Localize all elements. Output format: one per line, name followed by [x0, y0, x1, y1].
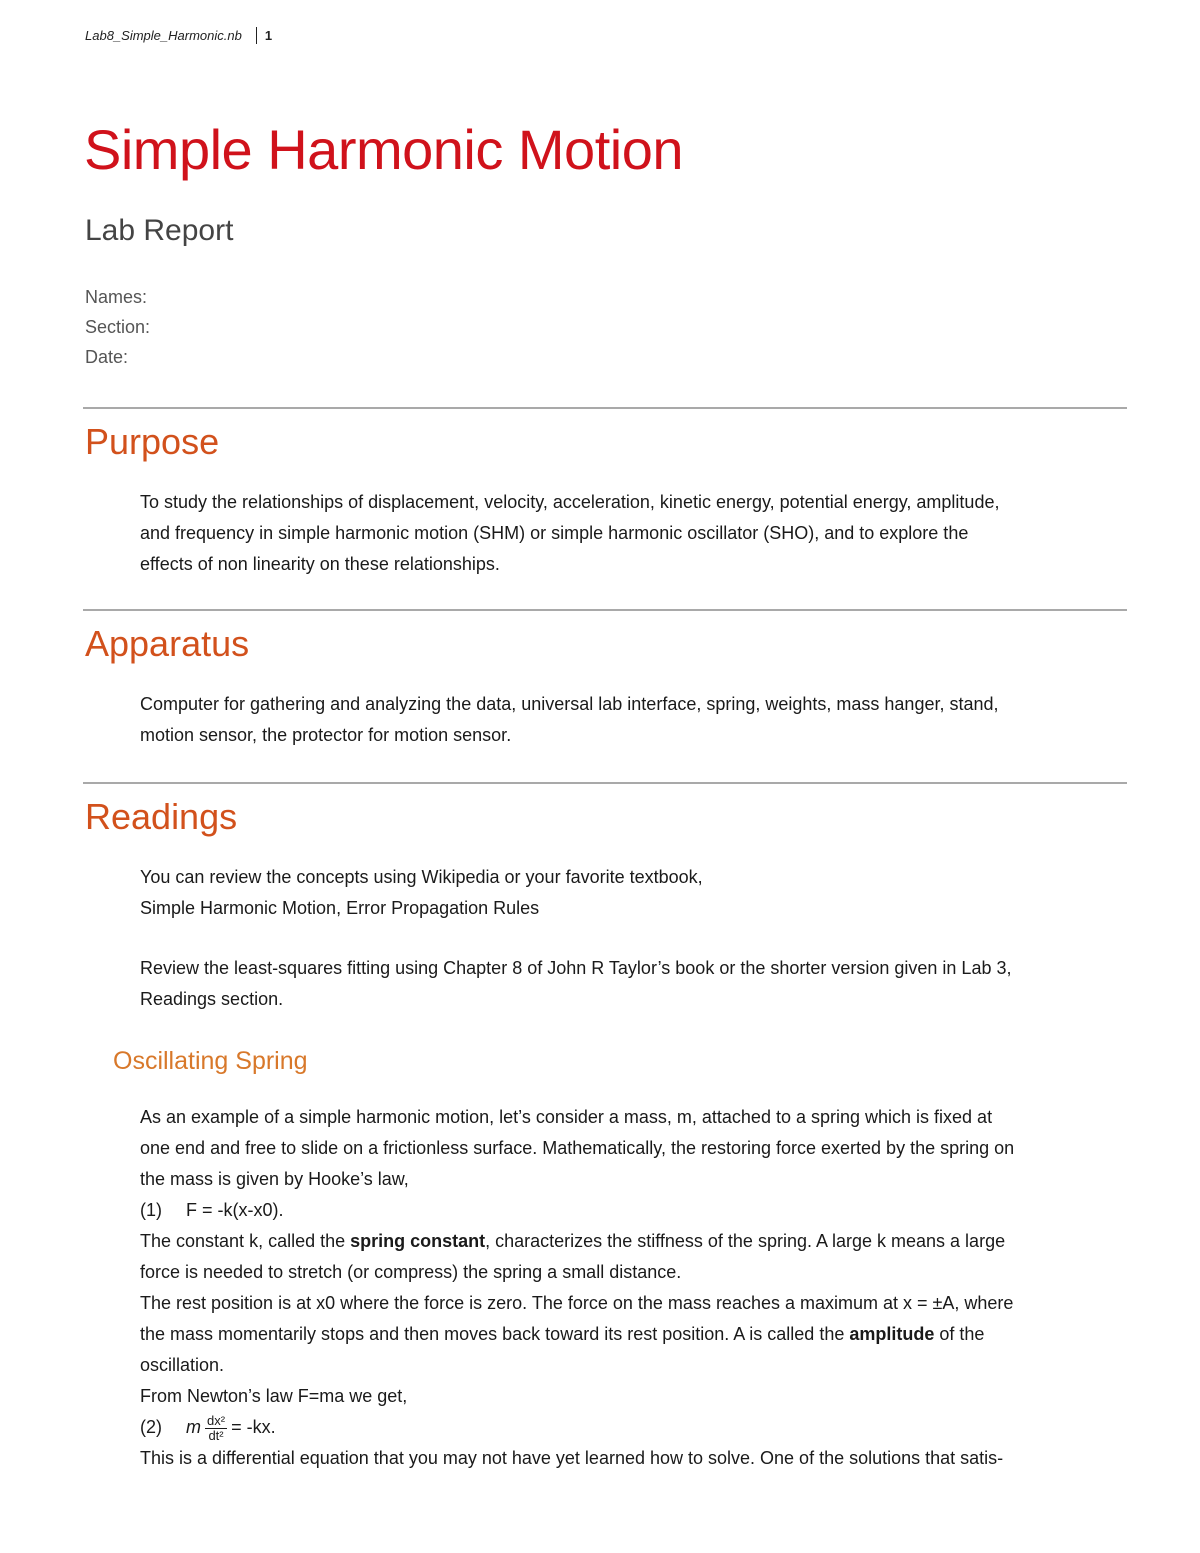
body-line: one end and free to slide on a frictionless surface. Mathematically, the restoring force exerted by the spring on [140, 1138, 1015, 1158]
equation-2-rhs: = -kx. [231, 1417, 276, 1437]
oscillating-spring-heading: Oscillating Spring [113, 1047, 308, 1075]
apparatus-line: Computer for gathering and analyzing the data, universal lab interface, spring, weights, mass hanger, stand, [140, 694, 999, 714]
spring-constant-term: spring constant [350, 1231, 486, 1251]
apparatus-paragraph [140, 689, 1125, 751]
section-divider [83, 782, 1127, 784]
date-field-label: Date: [85, 347, 129, 367]
readings-line: You can review the concepts using Wikipedia or your favorite textbook, [140, 867, 703, 887]
body-line: oscillation. [140, 1355, 225, 1375]
section-divider [83, 407, 1127, 409]
header-divider [256, 27, 257, 44]
equation-2 [140, 1412, 1125, 1443]
apparatus-line: motion sensor, the protector for motion sensor. [140, 725, 512, 745]
equation-1-label: (1) [140, 1200, 162, 1220]
oscillating-spring-body [140, 1102, 1125, 1474]
purpose-line: and frequency in simple harmonic motion (SHM) or simple harmonic oscillator (SHO), and to explore the [140, 523, 969, 543]
section-divider [83, 609, 1127, 611]
body-line: the mass is given by Hooke’s law, [140, 1169, 409, 1189]
equation-2-fraction [205, 1414, 227, 1443]
apparatus-heading: Apparatus [85, 623, 250, 664]
readings-line: Readings section. [140, 989, 284, 1009]
body-line: force is needed to stretch (or compress) the spring a small distance. [140, 1262, 682, 1282]
equation-1 [140, 1195, 1125, 1226]
text-run: the mass momentarily stops and then moves back toward its rest position. A is called the [140, 1324, 850, 1344]
equation-2-label: (2) [140, 1417, 162, 1437]
purpose-line: effects of non linearity on these relationships. [140, 554, 500, 574]
fraction-numerator: dx² [207, 1412, 226, 1428]
body-line: As an example of a simple harmonic motion, let’s consider a mass, m, attached to a spring which is fixed at [140, 1107, 993, 1127]
notebook-filename: Lab8_Simple_Harmonic.nb [85, 28, 242, 43]
readings-review-paragraph [140, 953, 1125, 1015]
text-run: of the [934, 1324, 985, 1344]
body-line: This is a differential equation that you may not have yet learned how to solve. One of the solutions that satis- [140, 1448, 1004, 1468]
purpose-line: To study the relationships of displacement, velocity, acceleration, kinetic energy, potential energy, amplitude, [140, 492, 1000, 512]
readings-line: Review the least-squares fitting using Chapter 8 of John R Taylor’s book or the shorter version given in Lab 3, [140, 958, 1012, 978]
document-subtitle: Lab Report [85, 214, 234, 247]
readings-links-line[interactable]: Simple Harmonic Motion, Error Propagation Rules [140, 898, 540, 918]
readings-heading: Readings [85, 796, 238, 837]
document-title: Simple Harmonic Motion [84, 118, 683, 181]
names-field-label: Names: [85, 287, 148, 307]
text-run: , characterizes the stiffness of the spring. A large k means a large [485, 1231, 1006, 1251]
page-header [85, 27, 272, 44]
section-field-label: Section: [85, 317, 151, 337]
page-number: 1 [264, 28, 273, 43]
fraction-denominator: dt² [208, 1427, 224, 1443]
body-line: From Newton’s law F=ma we get, [140, 1386, 408, 1406]
body-line: The rest position is at x0 where the force is zero. The force on the mass reaches a maximum at x = ±A, where [140, 1293, 1014, 1313]
spring-constant-line [140, 1226, 1125, 1257]
purpose-paragraph [140, 487, 1125, 580]
equation-1-text: F = -k(x-x0). [186, 1200, 284, 1220]
text-run: The constant k, called the [140, 1231, 351, 1251]
amplitude-term: amplitude [849, 1324, 935, 1344]
readings-intro-paragraph [140, 862, 1125, 924]
equation-2-mass: m [186, 1417, 201, 1437]
purpose-heading: Purpose [85, 421, 220, 462]
amplitude-line [140, 1319, 1125, 1350]
